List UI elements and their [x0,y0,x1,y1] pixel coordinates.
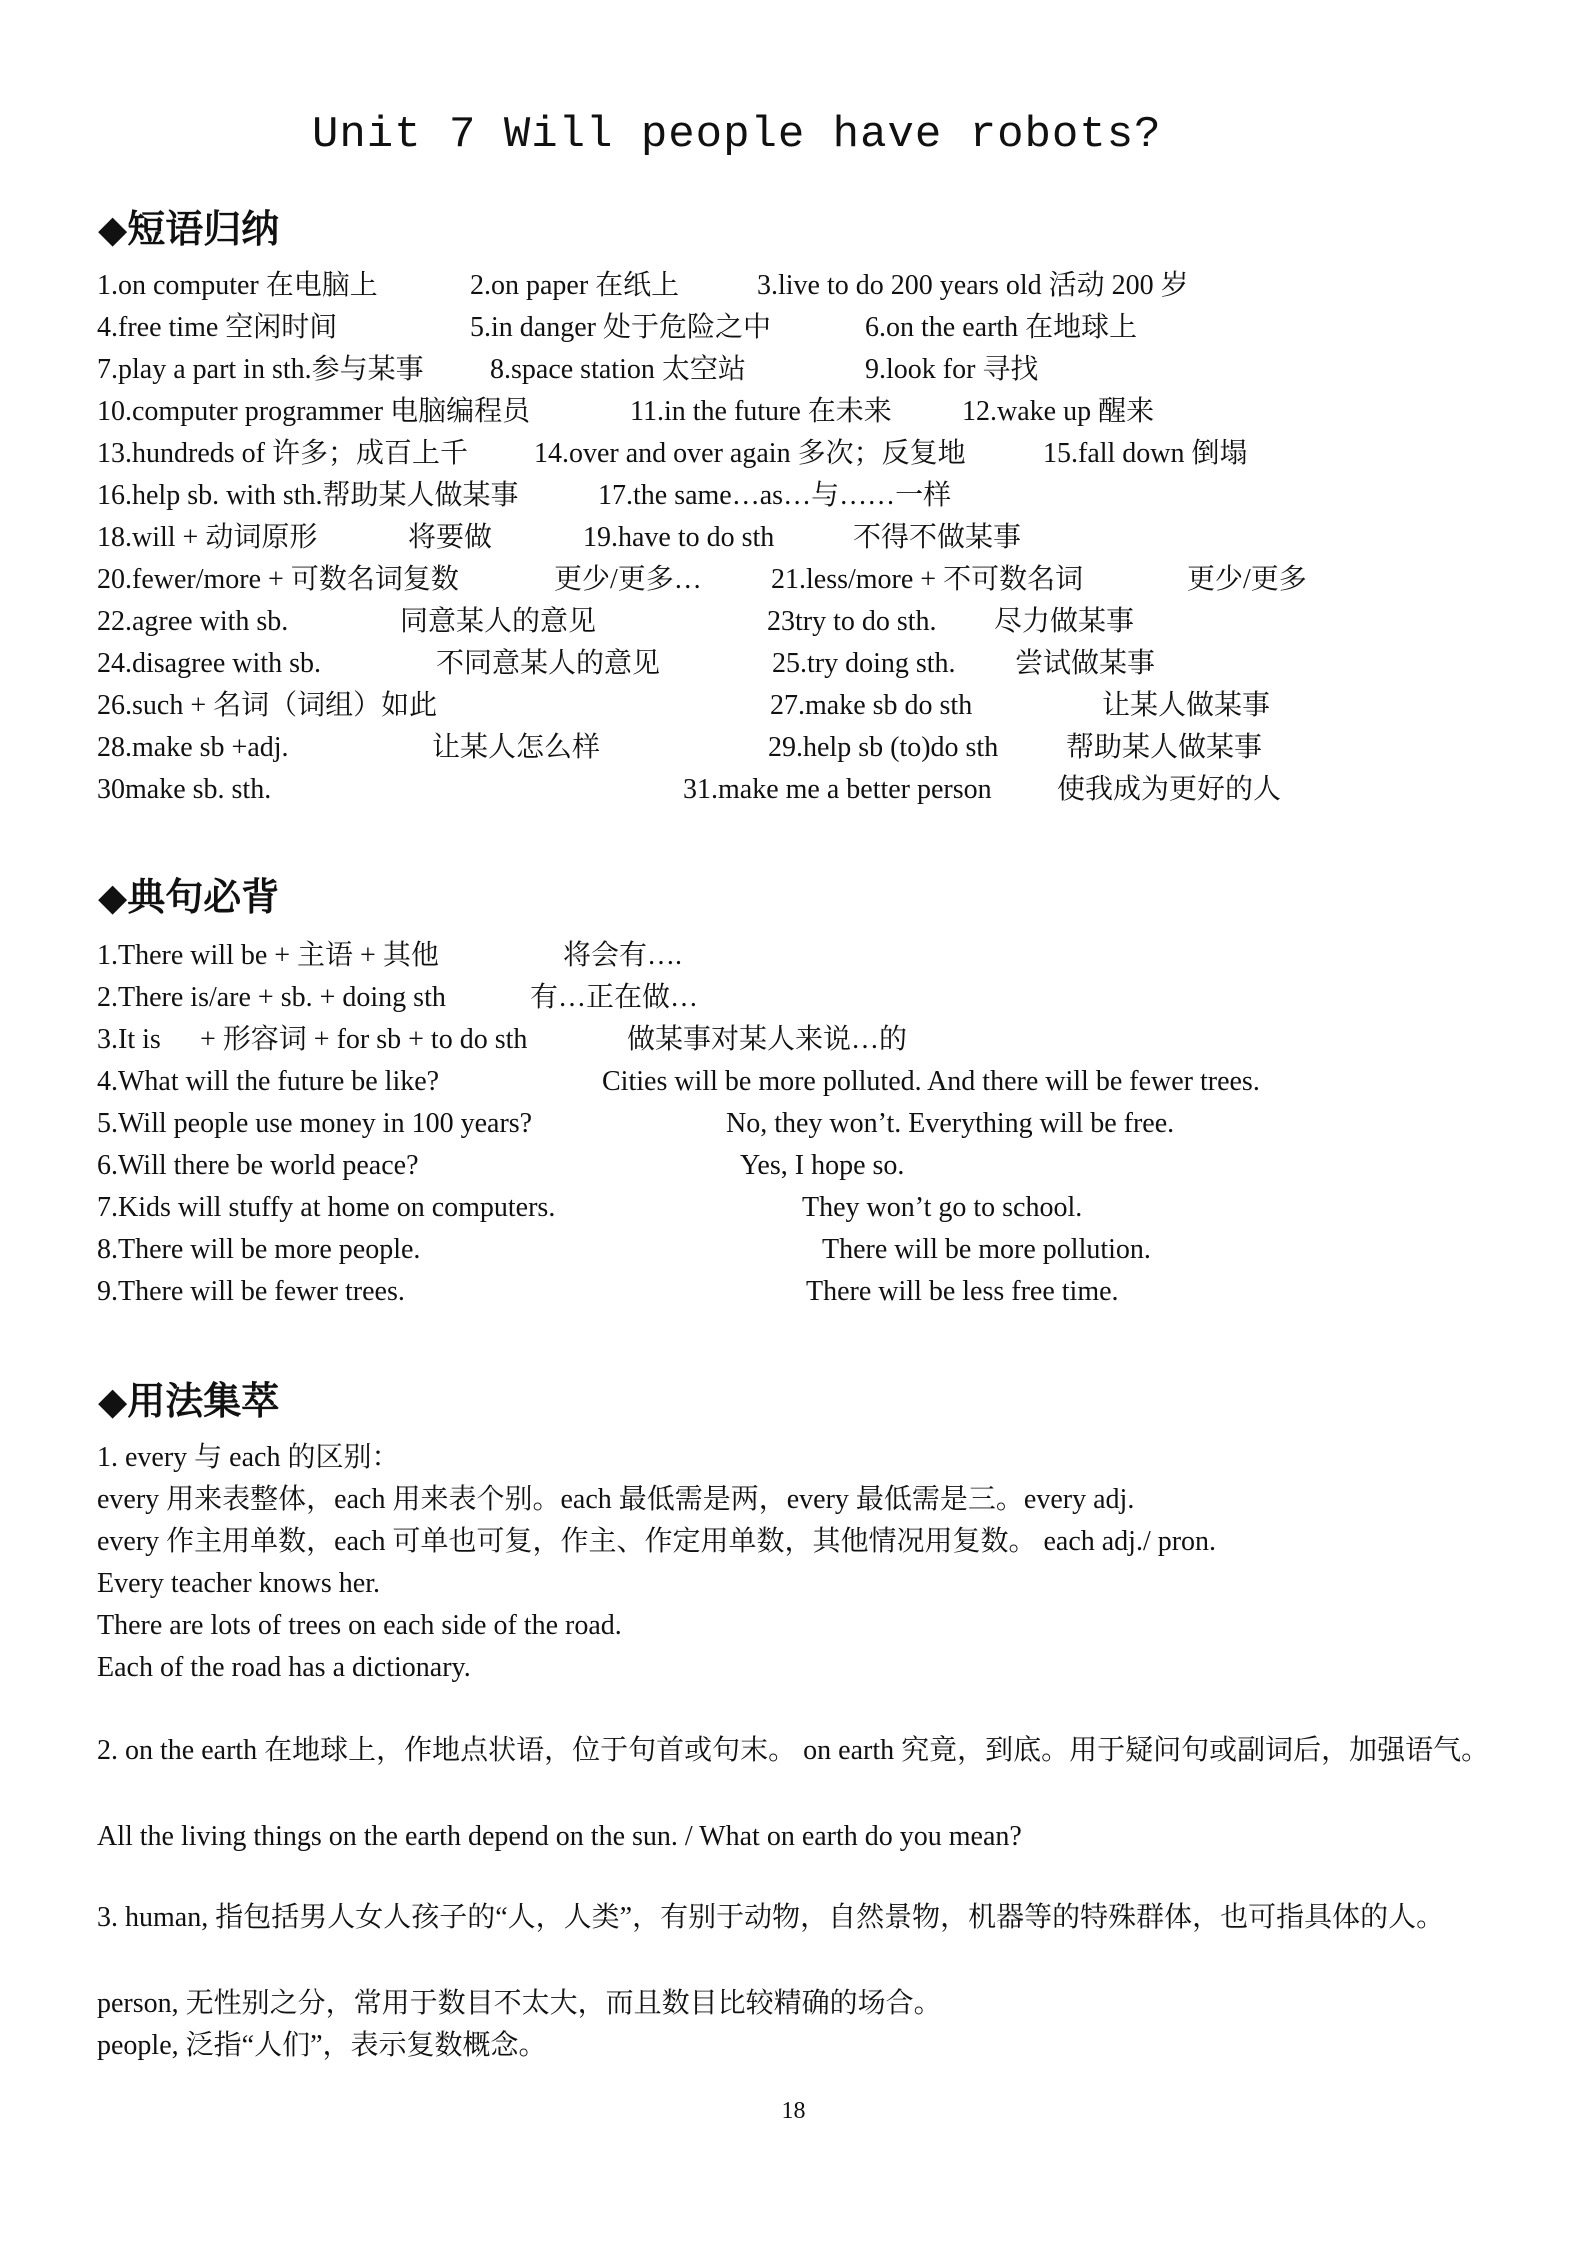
usage-line: every 用来表整体，each 用来表个别。each 最低需是两，every 最低需是三。every adj. [97,1484,1135,1515]
phrases-heading: ◆短语归纳 [98,209,280,251]
phrase-item: 27.make sb do sth [770,690,973,721]
phrase-item: 2.on paper 在纸上 [470,270,680,301]
phrase-item: 14.over and over again 多次；反复地 [534,438,966,469]
phrase-item: 更少/更多… [554,564,702,595]
sentence-item: 3.It is [97,1024,161,1055]
usage-line: person, 无性别之分，常用于数目不太大，而且数目比较精确的场合。 [97,1988,942,2019]
usage-paragraph: 3. human, 指包括男人女人孩子的“人，人类”，有别于动物，自然景物，机器等的特殊群体，也可指具体的人。 [97,1902,1445,1933]
phrase-item: 1.on computer 在电脑上 [97,270,378,301]
sentence-item: 1.There will be + 主语 + 其他 [97,940,439,971]
phrase-item: 4.free time 空闲时间 [97,312,338,343]
phrase-item: 同意某人的意见 [400,606,597,637]
sentence-item: 4.What will the future be like? [97,1066,440,1097]
phrase-item: 28.make sb +adj. [97,732,289,763]
phrase-item: 不得不做某事 [853,522,1022,553]
usage-line: every 作主用单数，each 可单也可复，作主、作定用单数，其他情况用复数。 each adj./ pron. [97,1526,1217,1557]
phrase-item: 20.fewer/more + 可数名词复数 [97,564,459,595]
phrase-item: 让某人怎么样 [432,732,601,763]
phrase-item: 11.in the future 在未来 [630,396,892,427]
phrase-item: 17.the same…as…与……一样 [598,480,952,511]
usage-line: people, 泛指“人们”，表示复数概念。 [97,2030,547,2061]
sentence-item: 9.There will be fewer trees. [97,1276,405,1307]
sentence-item: 7.Kids will stuffy at home on computers. [97,1192,556,1223]
phrase-item: 22.agree with sb. [97,606,289,637]
phrase-item: 31.make me a better person [683,774,992,805]
usage-line: Each of the road has a dictionary. [97,1652,471,1683]
usage-line: There are lots of trees on each side of the road. [97,1610,622,1641]
sentence-item: 将会有…. [563,940,683,971]
phrase-item: 23try to do sth. [767,606,937,637]
sentence-item: No, they won’t. Everything will be free. [726,1108,1175,1139]
phrase-item: 5.in danger 处于危险之中 [470,312,771,343]
usage-line: 1. every 与 each 的区别： [97,1442,400,1473]
phrase-item: 26.such + 名词（词组）如此 [97,690,438,721]
sentence-item: 8.There will be more people. [97,1234,421,1265]
sentence-item: There will be less free time. [806,1276,1119,1307]
phrase-item: 19.have to do sth [583,522,775,553]
phrase-item: 3.live to do 200 years old 活动 200 岁 [757,270,1189,301]
sentence-item: Cities will be more polluted. And there will be fewer trees. [602,1066,1260,1097]
phrase-item: 9.look for 寻找 [865,354,1039,385]
sentence-item: + 形容词 + for sb + to do sth [200,1024,528,1055]
phrase-item: 30make sb. sth. [97,774,272,805]
sentence-item: 有…正在做… [530,982,699,1013]
sentence-item: There will be more pollution. [822,1234,1151,1265]
phrase-item: 21.less/more + 不可数名词 [771,564,1084,595]
usage-paragraph: 2. on the earth 在地球上，作地点状语，位于句首或句末。 on earth 究竟，到底。用于疑问句或副词后，加强语气。 [97,1735,1490,1766]
phrase-item: 16.help sb. with sth.帮助某人做某事 [97,480,519,511]
page-title: Unit 7 Will people have robots? [312,110,1162,160]
sentence-item: 6.Will there be world peace? [97,1150,419,1181]
usage-line: All the living things on the earth depend on the sun. / What on earth do you mean? [97,1821,1022,1852]
phrase-item: 不同意某人的意见 [436,648,661,679]
phrase-item: 尝试做某事 [1015,648,1156,679]
sentences-heading: ◆典句必背 [98,877,280,919]
phrase-item: 15.fall down 倒塌 [1043,438,1248,469]
sentence-item: 做某事对某人来说…的 [627,1024,908,1055]
phrase-item: 6.on the earth 在地球上 [865,312,1138,343]
phrase-item: 帮助某人做某事 [1066,732,1263,763]
phrase-item: 8.space station 太空站 [490,354,746,385]
phrase-item: 尽力做某事 [994,606,1135,637]
page-number: 18 [781,2098,806,2124]
phrase-item: 使我成为更好的人 [1057,774,1282,805]
phrase-item: 29.help sb (to)do sth [768,732,999,763]
usage-line: Every teacher knows her. [97,1568,380,1599]
phrase-item: 将要做 [408,522,493,553]
sentence-item: 5.Will people use money in 100 years? [97,1108,533,1139]
phrase-item: 25.try doing sth. [772,648,956,679]
sentence-item: Yes, I hope so. [740,1150,905,1181]
phrase-item: 让某人做某事 [1102,690,1271,721]
usage-heading: ◆用法集萃 [98,1381,280,1423]
phrase-item: 24.disagree with sb. [97,648,321,679]
sentence-item: They won’t go to school. [802,1192,1083,1223]
phrase-item: 18.will + 动词原形 [97,522,318,553]
phrase-item: 10.computer programmer 电脑编程员 [97,396,531,427]
phrase-item: 7.play a part in sth.参与某事 [97,354,424,385]
phrase-item: 更少/更多 [1187,564,1307,595]
sentence-item: 2.There is/are + sb. + doing sth [97,982,446,1013]
phrase-item: 12.wake up 醒来 [962,396,1155,427]
phrase-item: 13.hundreds of 许多；成百上千 [97,438,468,469]
